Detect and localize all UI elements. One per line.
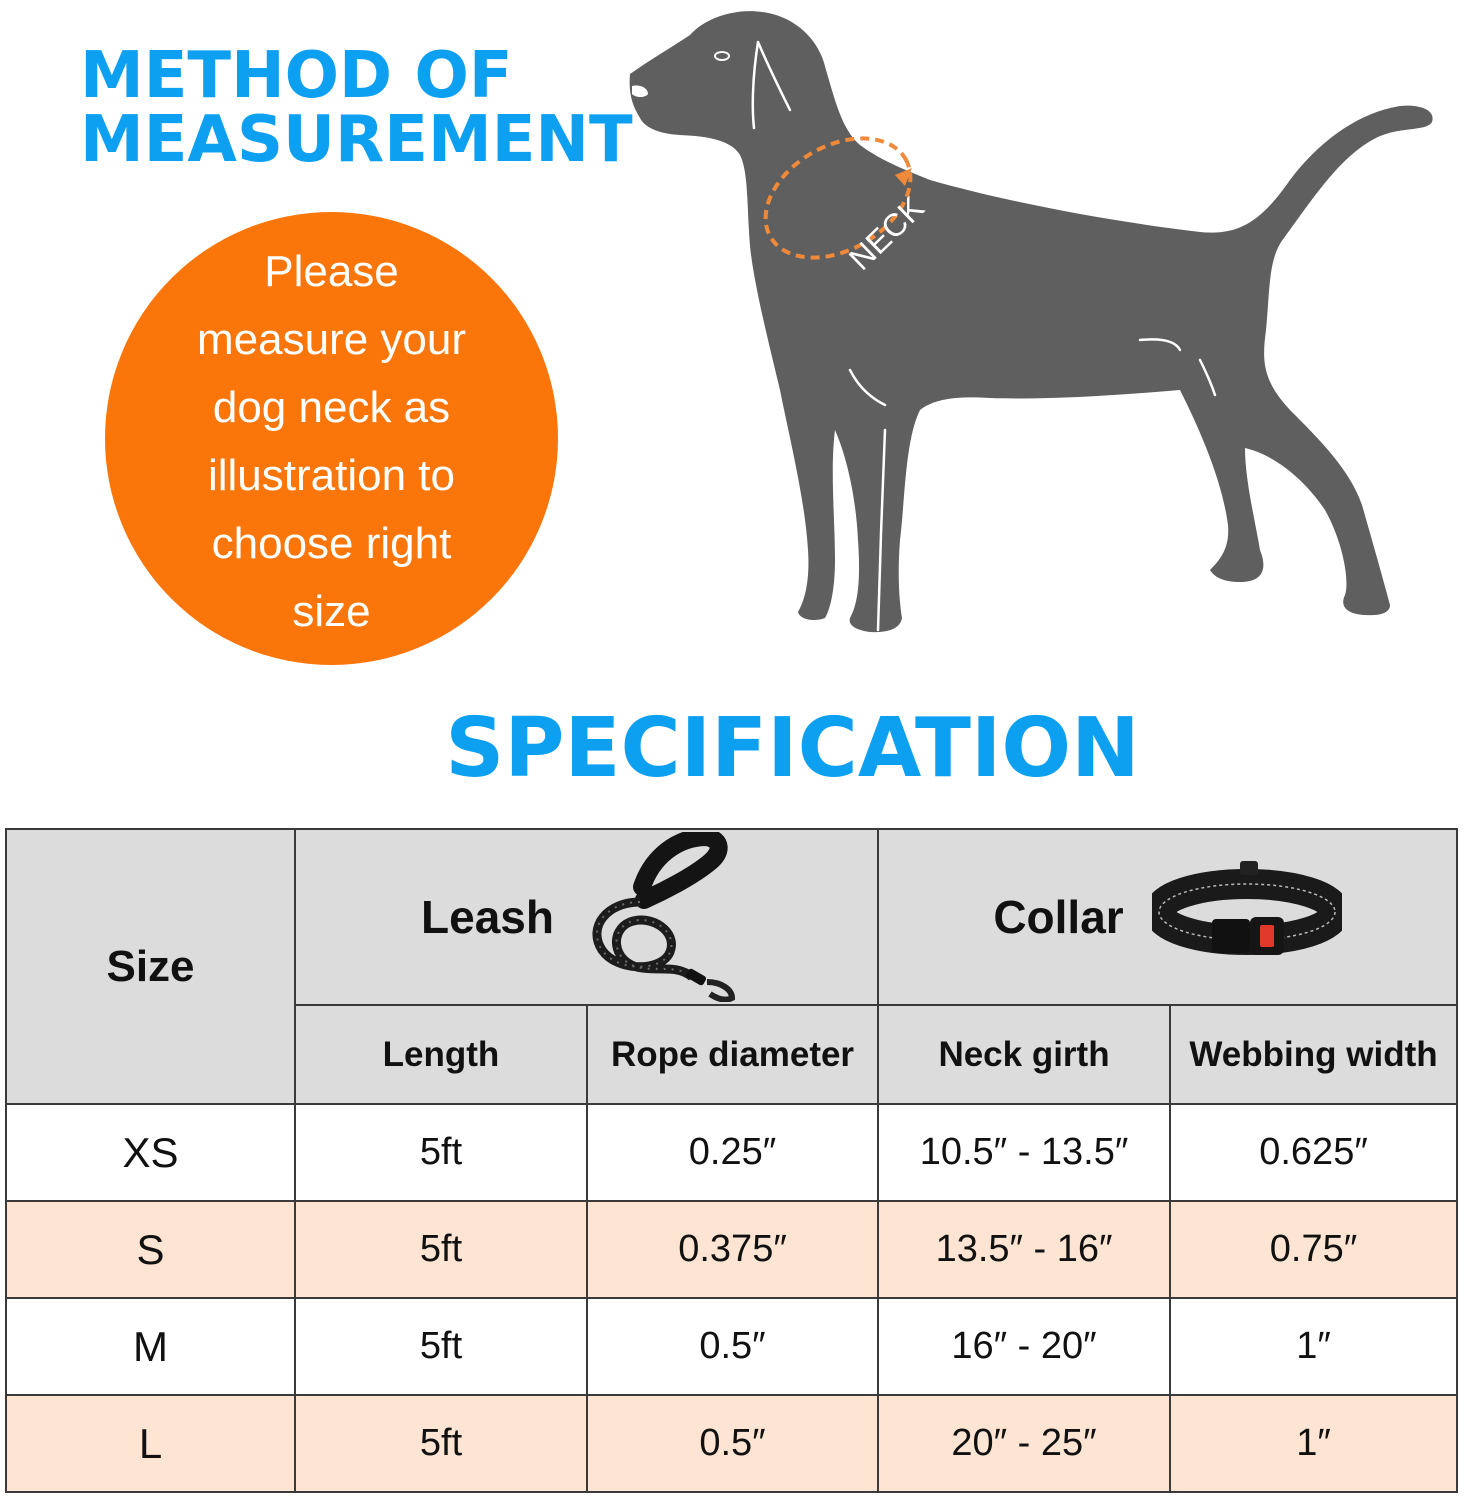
length-cell: 5ft: [295, 1104, 587, 1201]
instruction-line: illustration to: [207, 451, 455, 500]
rope-diameter-cell: 0.5″: [587, 1395, 878, 1492]
webbing-width-cell: 0.75″: [1170, 1201, 1457, 1298]
webbing-width-header: Webbing width: [1170, 1005, 1457, 1104]
instruction-line: choose right: [211, 519, 452, 568]
length-cell: 5ft: [295, 1298, 587, 1395]
neck-girth-cell: 13.5″ - 16″: [878, 1201, 1170, 1298]
webbing-width-cell: 0.625″: [1170, 1104, 1457, 1201]
specification-title: SPECIFICATION: [445, 701, 1140, 796]
instruction-line: measure your: [196, 315, 466, 364]
collar-header: [878, 829, 1457, 1005]
table-row: [6, 1298, 1457, 1395]
length-header: Length: [295, 1005, 587, 1104]
method-title-line-2: MEASUREMENT: [80, 103, 633, 177]
leash-header: [295, 829, 878, 1005]
rope-diameter-header: Rope diameter: [587, 1005, 878, 1104]
method-of-measurement-title: [80, 39, 633, 177]
size-table: [5, 828, 1458, 1493]
method-title-line-1: METHOD OF: [80, 39, 513, 113]
rope-diameter-cell: 0.375″: [587, 1201, 878, 1298]
neck-label: NECK: [841, 189, 931, 278]
rope-diameter-cell: 0.25″: [587, 1104, 878, 1201]
size-cell: L: [6, 1395, 295, 1492]
neck-girth-cell: 20″ - 25″: [878, 1395, 1170, 1492]
neck-girth-header: Neck girth: [878, 1005, 1170, 1104]
table-row: [6, 1104, 1457, 1201]
length-cell: 5ft: [295, 1201, 587, 1298]
rope-diameter-cell: 0.5″: [587, 1298, 878, 1395]
leash-icon: [582, 832, 752, 1002]
neck-girth-cell: 16″ - 20″: [878, 1298, 1170, 1395]
collar-icon: [1152, 857, 1342, 977]
collar-header-label: Collar: [993, 891, 1124, 943]
leash-header-label: Leash: [421, 891, 554, 943]
instruction-line: size: [292, 587, 371, 636]
table-row: [6, 1395, 1457, 1492]
webbing-width-cell: 1″: [1170, 1395, 1457, 1492]
size-header: Size: [6, 829, 295, 1104]
instruction-text: [130, 238, 533, 646]
table-row: [6, 1201, 1457, 1298]
neck-girth-cell: 10.5″ - 13.5″: [878, 1104, 1170, 1201]
instruction-line: Please: [264, 247, 399, 296]
dog-silhouette-icon: [590, 0, 1450, 650]
length-cell: 5ft: [295, 1395, 587, 1492]
instruction-line: dog neck as: [212, 383, 451, 432]
size-cell: XS: [6, 1104, 295, 1201]
size-cell: S: [6, 1201, 295, 1298]
size-cell: M: [6, 1298, 295, 1395]
webbing-width-cell: 1″: [1170, 1298, 1457, 1395]
